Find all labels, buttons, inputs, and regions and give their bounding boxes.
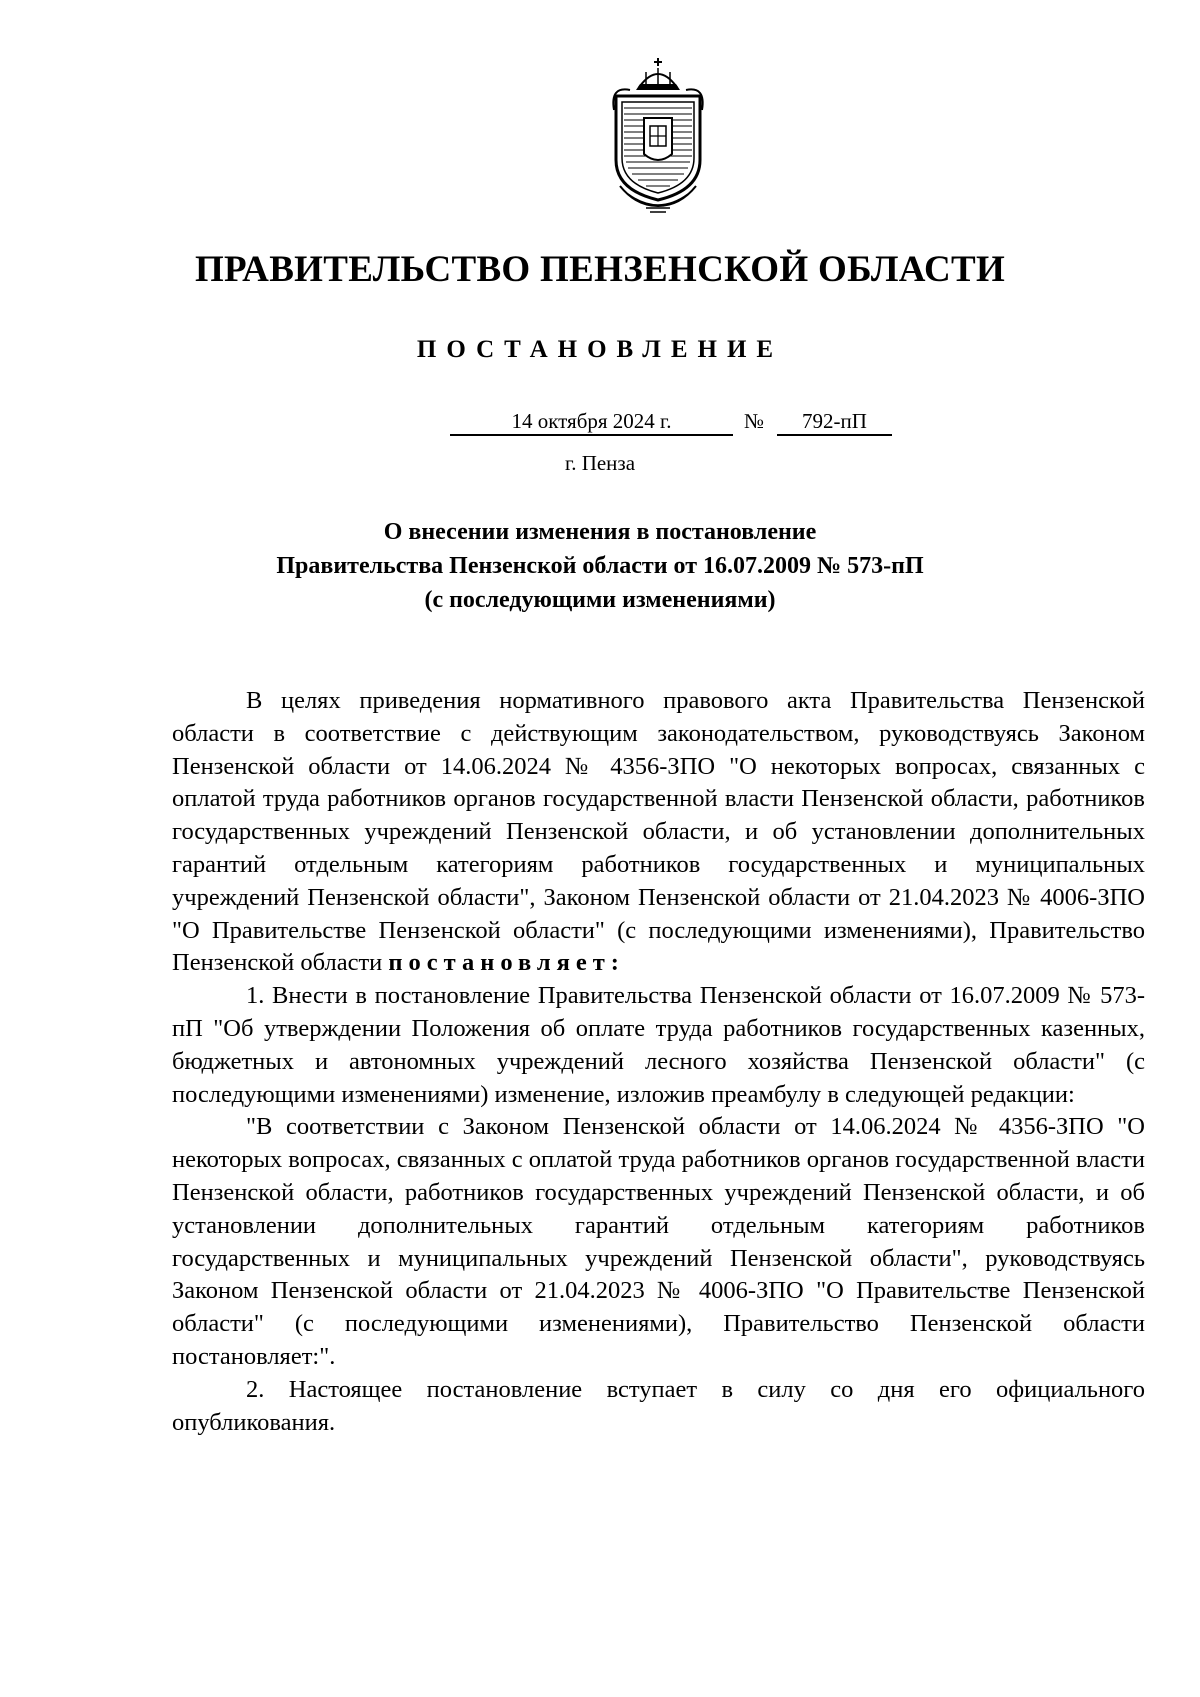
item-2-paragraph: 2. Настоящее постановление вступает в силу со дня его официального опубликования. (172, 1375, 1145, 1436)
document-body (172, 685, 1145, 1439)
preamble-text: В целях приведения нормативного правового акта Правительства Пензенской области в соответствие с действующим законодательством, руководствуясь Законом Пензенской области от 14.06.2024 № 4356-ЗПО "О некоторых вопросах, связанных с оплатой труда работников органов государственной власти Пензенской области, работников государственных учреждений Пензенской области, и об установлении дополнительных гарантий отдельным категориям работников государственных и муниципальных учреждений Пензенской области", Законом Пензенской области от 21.04.2023 № 4006-ЗПО "О Правительстве Пензенской области" (с последующими изменениями), Правительство Пензенской области (172, 687, 1145, 977)
subject-line-2: Правительства Пензенской области от 16.07.2009 № 573-пП (276, 553, 924, 579)
subject-line-3: (с последующими изменениями) (424, 587, 776, 613)
number-sign: № (744, 409, 765, 433)
resolves-word: постановляет: (388, 949, 625, 977)
quoted-preamble-paragraph: "В соответствии с Законом Пензенской области от 14.06.2024 № 4356-ЗПО "О некоторых вопросах, связанных с оплатой труда работников органов государственной власти Пензенской области, работников государственных учреждений Пензенской области, и об установлении дополнительных гарантий отдельным категориям работников государственных и муниципальных учреждений Пензенской области", руководствуясь Законом Пензенской области от 21.04.2023 № 4006-ЗПО "О Правительстве Пензенской области" (с последующими изменениями), Правительство Пензенской области постановляет:". (172, 1113, 1145, 1370)
document-date: 14 октября 2024 г. (450, 408, 733, 436)
document-city: г. Пенза (564, 451, 636, 475)
coat-of-arms-icon (606, 56, 710, 214)
document-type: ПОСТАНОВЛЕНИЕ (416, 336, 784, 363)
preamble-paragraph (172, 685, 1145, 980)
document-number: 792-пП (777, 408, 892, 436)
subject-line-1: О внесении изменения в постановление (383, 519, 817, 545)
item-1-paragraph: 1. Внести в постановление Правительства Пензенской области от 16.07.2009 № 573-пП "Об утверждении Положения об оплате труда работников государственных казенных, бюджетных и автономных учреждений лесного хозяйства Пензенской области" (с последующими изменениями) изменение, изложив преамбулу в следующей редакции: (172, 982, 1145, 1108)
organization-title: ПРАВИТЕЛЬСТВО ПЕНЗЕНСКОЙ ОБЛАСТИ (194, 249, 1006, 290)
document-subject (0, 515, 1200, 617)
